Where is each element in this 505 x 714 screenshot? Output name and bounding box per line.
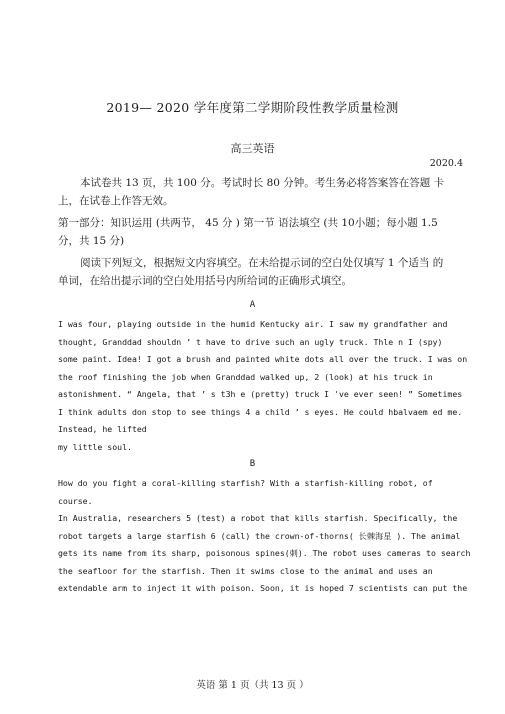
passage-line: thought, Granddad shouldn ’ t have to drive such an ugly truck. Thle n I (spy) <box>58 336 443 347</box>
part1-heading-line-1: 第一部分：知识运用 (共两节， 45 分 ) 第一节 语法填空 (共 10小题；每小题 1.5 <box>58 217 438 229</box>
directions-line-2: 单词，在给出提示词的空白处用括号内所给词的正确形式填空。 <box>58 275 352 287</box>
page-footer: 英语 第 1 页（共 13 页 ） <box>196 680 309 691</box>
passage-line: How do you fight a coral-killing starfish? With a starfish-killing robot, of <box>58 478 433 488</box>
passage-line: I think adults don stop to see things 4 a child ’ s eyes. He could hbalvaem ed me. <box>58 406 463 417</box>
passage-line: robot targets a large starfish 6 (call) the crown-of-thorns( 长棘海星 ). The animal <box>58 530 461 541</box>
passage-line: the roof finishing the job when Granddad walked up, 2 (look) at his truck in <box>58 371 433 382</box>
part1-heading-line-2: 分，共 15 分) <box>58 235 125 247</box>
passage-line: course. <box>58 495 93 506</box>
subject-heading: 高三英语 <box>230 142 275 155</box>
section-b-label: B <box>249 459 256 469</box>
passage-line: some paint. Idea! I got a brush and painted white dots all over the truck. I was on <box>58 354 468 364</box>
section-a-passage <box>58 316 478 456</box>
passage-line: gets its name from its sharp, poisonous spines(刺). The robot uses cameras to search <box>58 548 471 558</box>
exam-title: 2019— 2020 学年度第二学期阶段性教学质量检测 <box>106 100 399 115</box>
directions-line-1: 阅读下列短文，根据短文内容填空。在未给提示词的空白处仅填写 1 个适当 的 <box>80 257 444 269</box>
passage-line: the seafloor for the starfish. Then it swims close to the animal and uses an <box>58 565 433 576</box>
instruction-line-1: 本试卷共 13 页，共 100 分。考试时长 80 分钟。考生务必将答案答在答题 卡 <box>80 177 445 189</box>
section-a-label: A <box>249 300 256 310</box>
passage-line: astonishment. “ Angela, that ’ s t3h e (pretty) truck I 've ever seen! ” Sometimes <box>58 389 463 399</box>
section-b-passage <box>58 475 478 598</box>
passage-line: Instead, he lifted <box>58 424 147 434</box>
passage-line: extendable arm to inject it with poison. Soon, it is hoped 7 scientists can put the <box>58 583 468 593</box>
passage-line: In Australia, researchers 5 (test) a robot that kills starfish. Specifically, the <box>58 513 458 523</box>
instruction-line-2: 上，在试卷上作答无效。 <box>58 195 174 207</box>
passage-line: my little soul. <box>58 441 132 452</box>
passage-line: I was four, playing outside in the humid Kentucky air. I saw my grandfather and <box>58 319 448 329</box>
exam-date: 2020.4 <box>429 158 463 169</box>
